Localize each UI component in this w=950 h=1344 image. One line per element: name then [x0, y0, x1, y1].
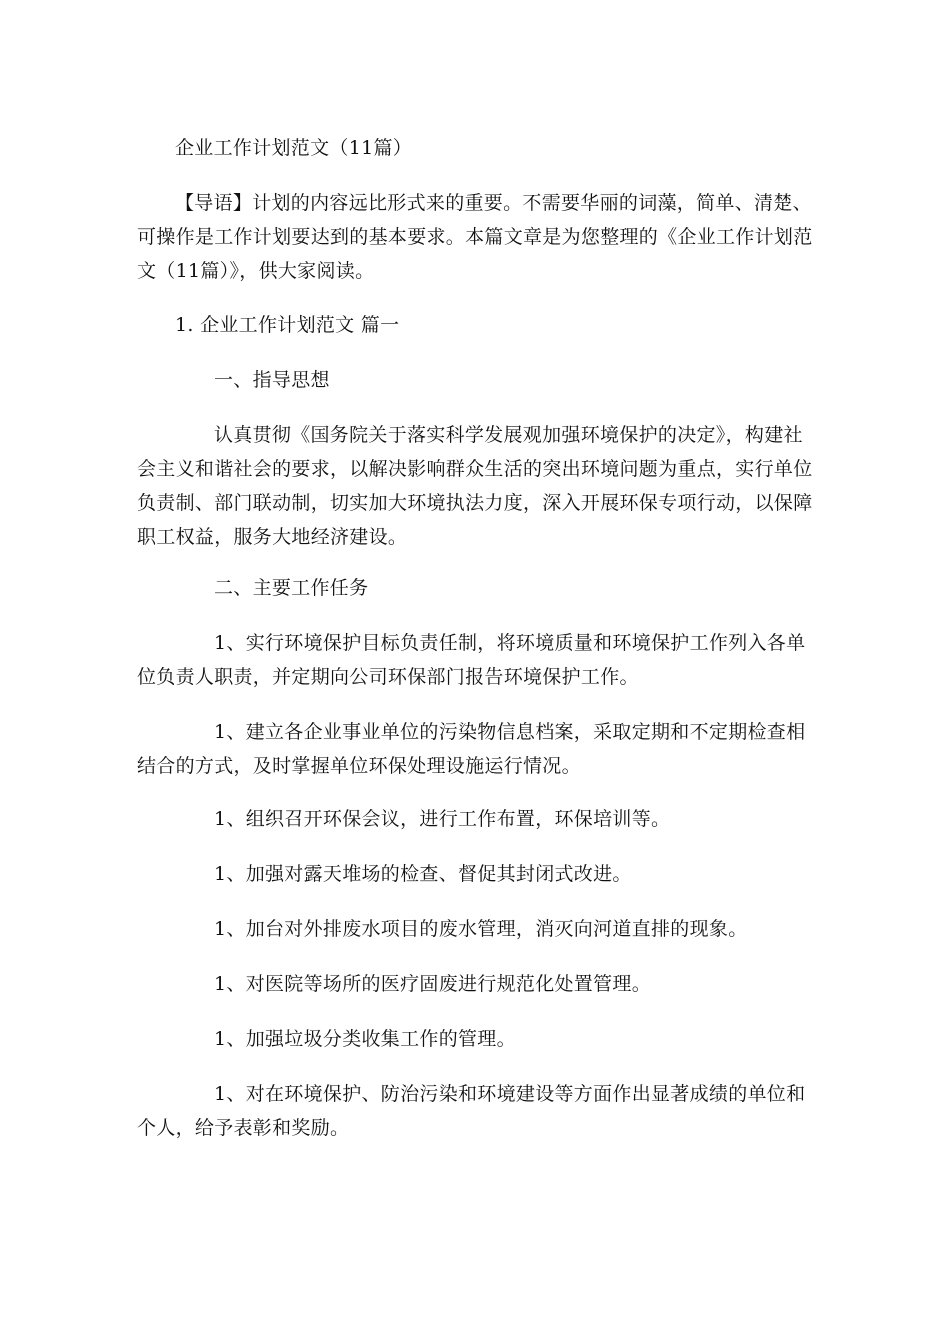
part1-line: 负责制、部门联动制，切实加大环境执法力度，深入开展环保专项行动，以保障 — [137, 492, 813, 514]
task-line: 1、加强垃圾分类收集工作的管理。 — [214, 1028, 516, 1050]
intro-line: 可操作是工作计划要达到的基本要求。本篇文章是为您整理的《企业工作计划范 — [137, 226, 813, 248]
part2-heading: 二、主要工作任务 — [214, 577, 369, 599]
task-line: 个人，给予表彰和奖励。 — [137, 1117, 350, 1139]
task-item — [137, 1077, 809, 1145]
intro-paragraph — [137, 186, 813, 288]
section-heading: 1. 企业工作计划范文 篇一 — [175, 314, 400, 336]
task-item — [137, 1022, 809, 1056]
task-line: 1、对在环境保护、防治污染和环境建设等方面作出显著成绩的单位和 — [214, 1083, 806, 1105]
task-item — [137, 626, 809, 694]
task-item — [137, 857, 809, 891]
task-item — [137, 967, 809, 1001]
task-line: 1、加强对露天堆场的检查、督促其封闭式改进。 — [214, 863, 632, 885]
task-line: 位负责人职责，并定期向公司环保部门报告环境保护工作。 — [137, 666, 639, 688]
part1-line: 职工权益，服务大地经济建设。 — [137, 526, 408, 548]
task-item — [137, 802, 809, 836]
part1-line: 认真贯彻《国务院关于落实科学发展观加强环境保护的决定》，构建社 — [214, 424, 803, 446]
task-line: 1、组织召开环保会议，进行工作布置，环保培训等。 — [214, 808, 671, 830]
intro-line: 文（11篇）》，供大家阅读。 — [137, 260, 375, 282]
task-line: 1、建立各企业事业单位的污染物信息档案，采取定期和不定期检查相 — [214, 721, 806, 743]
part1-line: 会主义和谐社会的要求，以解决影响群众生活的突出环境问题为重点，实行单位 — [137, 458, 813, 480]
document-title: 企业工作计划范文（11篇） — [175, 137, 413, 159]
task-line: 1、对医院等场所的医疗固废进行规范化处置管理。 — [214, 973, 651, 995]
task-item — [137, 715, 809, 783]
part1-paragraph — [137, 418, 813, 554]
task-line: 1、实行环境保护目标负责任制，将环境质量和环境保护工作列入各单 — [214, 632, 806, 654]
part1-heading: 一、指导思想 — [214, 369, 330, 391]
intro-line: 【导语】计划的内容远比形式来的重要。不需要华丽的词藻，简单、清楚、 — [175, 192, 812, 214]
task-line: 1、加台对外排废水项目的废水管理，消灭向河道直排的现象。 — [214, 918, 748, 940]
task-item — [137, 912, 809, 946]
task-line: 结合的方式，及时掌握单位环保处理设施运行情况。 — [137, 755, 581, 777]
